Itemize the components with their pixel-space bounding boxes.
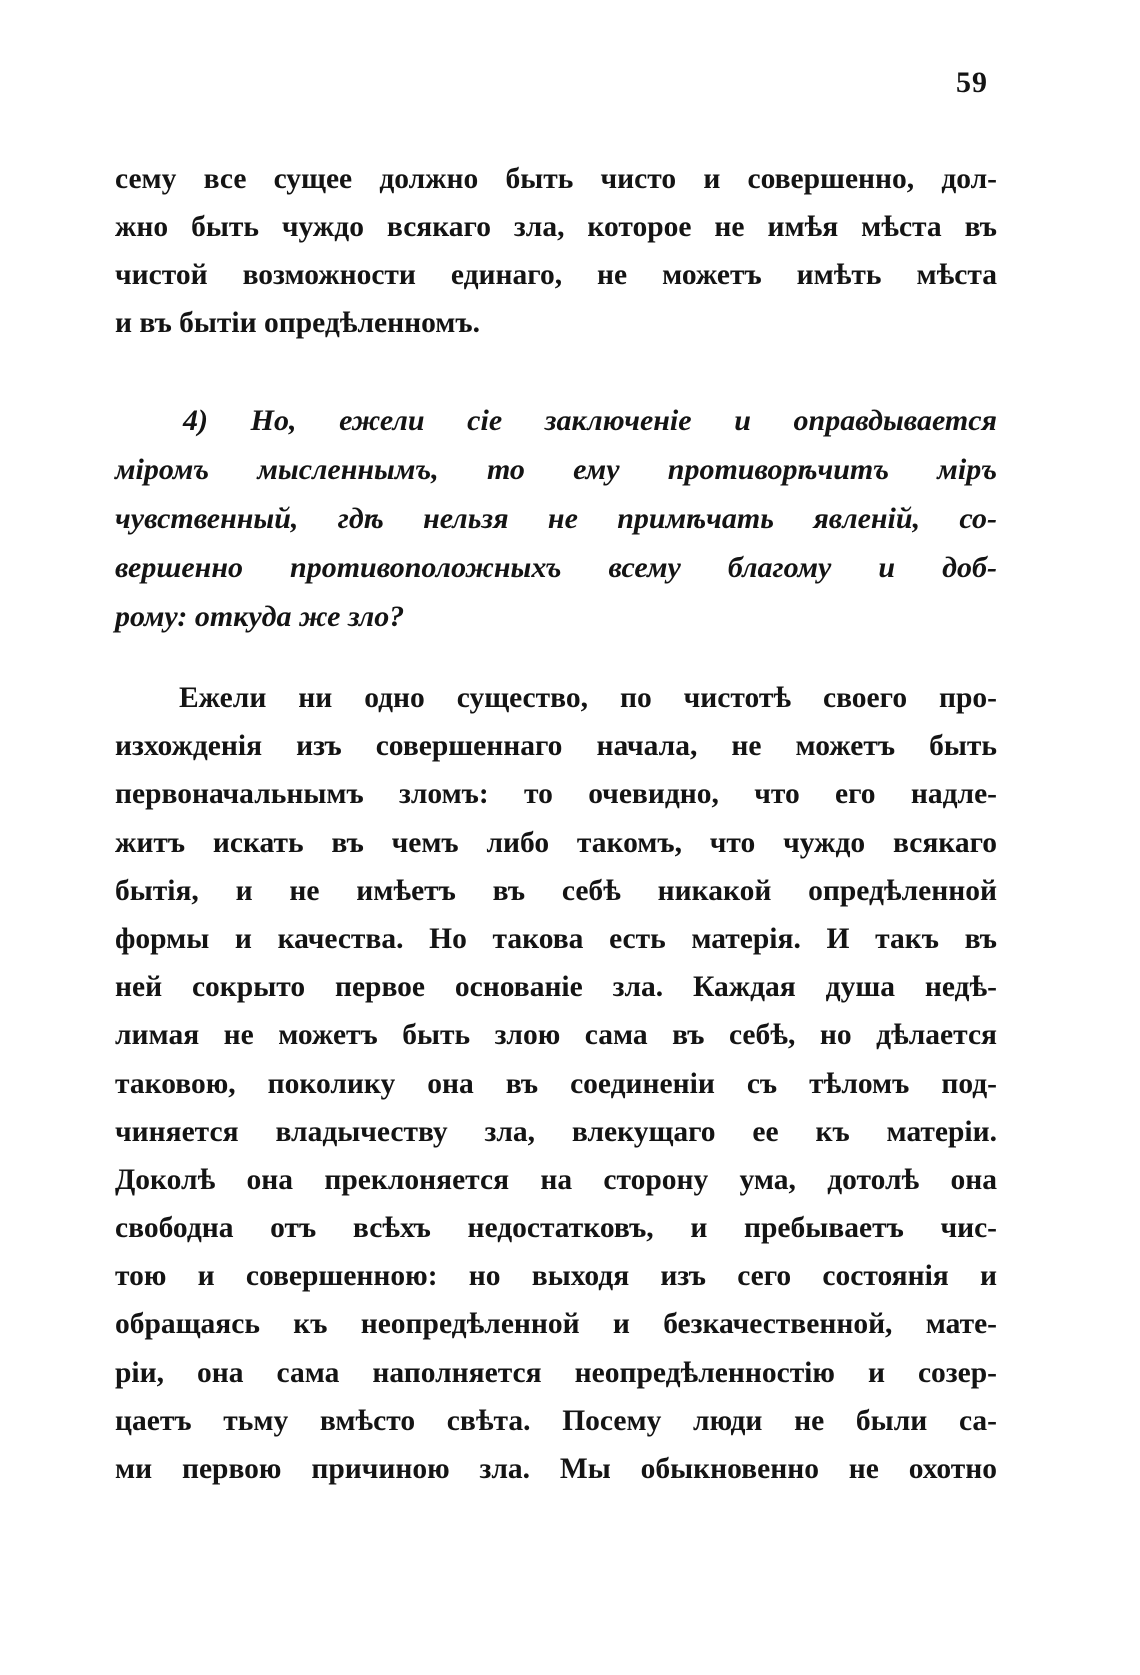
text-line: ней сокрыто первое основаніе зла. Каждая душа недѣ- <box>115 971 997 1004</box>
text-line: чистой возможности единаго, не можетъ имѣть мѣста <box>115 259 997 291</box>
text-line: Ежели ни одно существо, по чистотѣ своего про- <box>179 682 997 714</box>
page-number: 59 <box>956 66 988 99</box>
paragraph-3 <box>115 674 997 1493</box>
text-line: изхожденія изъ совершеннаго начала, не можетъ быть <box>115 730 997 763</box>
text-line: жно быть чуждо всякаго зла, которое не имѣя мѣста въ <box>115 211 997 243</box>
text-line: первоначальнымъ зломъ: то очевидно, что его надле- <box>115 778 997 811</box>
text-line: тою и совершенною: но выходя изъ сего состоянія и <box>115 1260 997 1293</box>
text-line: рому: откуда же зло? <box>115 600 405 633</box>
text-line: житъ искать въ чемъ либо такомъ, что чуждо всякаго <box>115 826 997 859</box>
text-line: обращаясь къ неопредѣленной и безкачественной, мате- <box>115 1308 997 1341</box>
text-line: ми первою причиною зла. Мы обыкновенно не охотно <box>115 1453 997 1485</box>
text-line: 4) Но, ежели сіе заключеніе и оправдывается <box>183 404 997 437</box>
text-line: формы и качества. Но такова есть матерія. И такъ въ <box>115 922 997 955</box>
text-line: цаетъ тьму вмѣсто свѣта. Посему люди не были са- <box>115 1404 997 1437</box>
text-line: свободна отъ всѣхъ недостатковъ, и пребываетъ чис- <box>115 1212 997 1245</box>
paragraph-2-italic <box>115 396 997 641</box>
text-line: Доколѣ она преклоняется на сторону ума, дотолѣ она <box>115 1163 997 1196</box>
text-line: сему все сущее должно быть чисто и совершенно, дол- <box>115 163 997 195</box>
text-line: вершенно противоположныхъ всему благому и доб- <box>115 551 997 584</box>
text-line: бытія, и не имѣетъ въ себѣ никакой опредѣленной <box>115 874 997 907</box>
text-line: лимая не можетъ быть злою сама въ себѣ, но дѣлается <box>115 1019 997 1052</box>
text-line: чиняется владычеству зла, влекущаго ее къ матеріи. <box>115 1115 997 1148</box>
text-line: міромъ мысленнымъ, то ему противорѣчитъ міръ <box>115 453 997 486</box>
text-line: таковою, поколику она въ соединеніи съ тѣломъ под- <box>115 1067 997 1100</box>
text-line: ріи, она сама наполняется неопредѣленностію и созер- <box>115 1356 997 1389</box>
text-line: чувственный, гдѣ нельзя не примѣчать явленій, со- <box>115 502 997 535</box>
paragraph-1 <box>115 155 997 347</box>
text-line: и въ бытіи опредѣленномъ. <box>115 307 480 339</box>
